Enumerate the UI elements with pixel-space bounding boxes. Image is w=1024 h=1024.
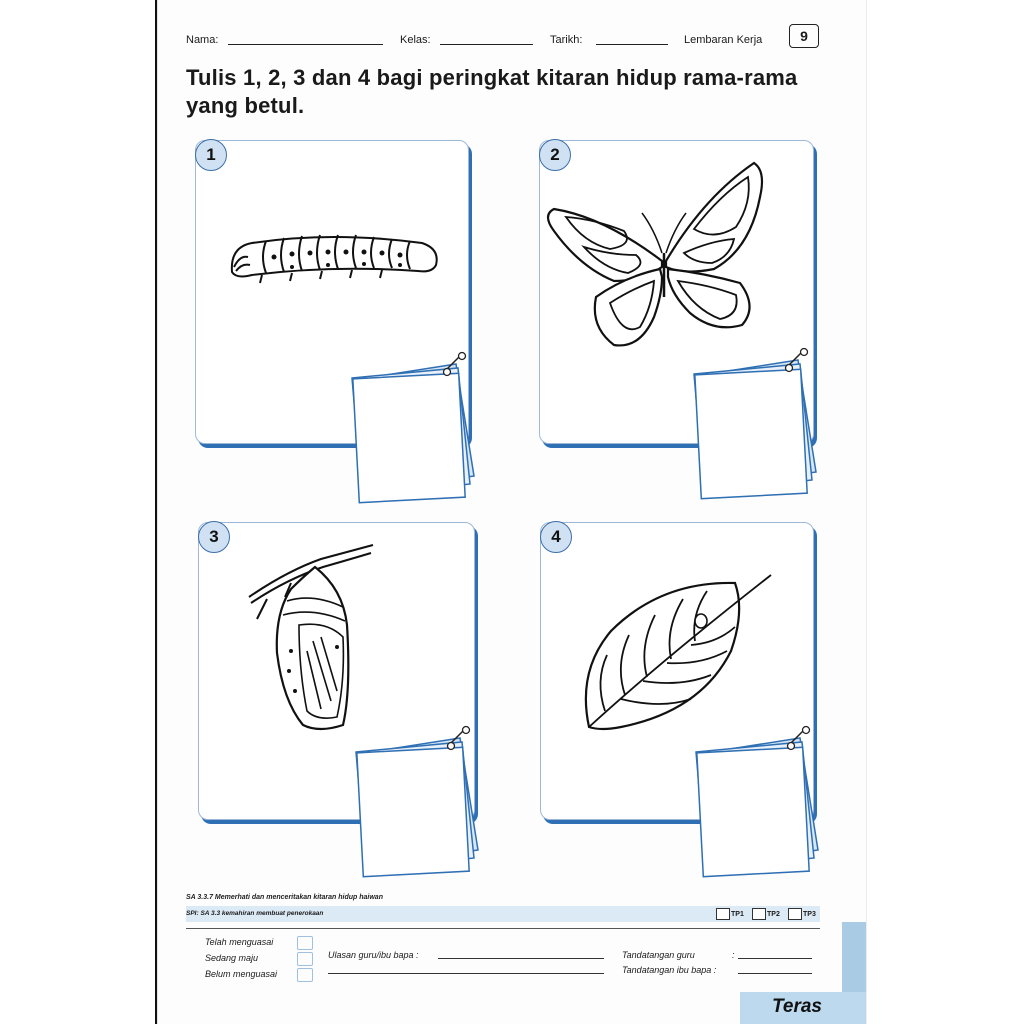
spi-text: SPI: SA 3.3 kemahiran membuat penerokaan	[186, 910, 324, 917]
answer-tag-4[interactable]	[690, 724, 824, 884]
card-number-badge: 4	[540, 521, 572, 553]
kelas-label: Kelas:	[400, 34, 431, 46]
ulasan-line-2[interactable]	[328, 973, 604, 974]
chrysalis-icon	[247, 541, 377, 731]
caterpillar-icon	[222, 227, 442, 287]
learning-objective: SA 3.3.7 Memerhati dan menceritakan kitaran hidup haiwan	[186, 894, 383, 901]
tandatangan-guru-line[interactable]	[738, 958, 812, 959]
status-sedang-checkbox[interactable]	[297, 952, 313, 966]
butterfly-icon	[544, 157, 770, 353]
card-number-badge: 1	[195, 139, 227, 171]
tp2-checkbox[interactable]	[752, 908, 766, 920]
card-number-badge: 2	[539, 139, 571, 171]
nama-line[interactable]	[228, 44, 383, 45]
answer-tag-2[interactable]	[688, 346, 822, 506]
status-telah-checkbox[interactable]	[297, 936, 313, 950]
tarikh-line[interactable]	[596, 44, 668, 45]
tandatangan-guru-colon: :	[732, 950, 735, 960]
worksheet-header	[186, 28, 822, 52]
nama-label: Nama:	[186, 34, 219, 46]
leaf-with-egg-icon	[581, 571, 781, 731]
ulasan-label: Ulasan guru/ibu bapa :	[328, 950, 419, 960]
card-number-badge: 3	[198, 521, 230, 553]
instruction-title: Tulis 1, 2, 3 dan 4 bagi peringkat kitaran hidup rama-rama yang betul.	[186, 65, 798, 118]
spi-bar	[186, 906, 820, 922]
answer-tag-3[interactable]	[350, 724, 484, 884]
status-telah-menguasai: Telah menguasai	[205, 937, 274, 947]
ulasan-line-1[interactable]	[438, 958, 604, 959]
tandatangan-guru-label: Tandatangan guru	[622, 950, 695, 960]
teras-label: Teras	[772, 996, 822, 1017]
tandatangan-ibubapa-line[interactable]	[738, 973, 812, 974]
status-sedang-maju: Sedang maju	[205, 953, 259, 963]
tp3-option[interactable]: TP3	[788, 908, 816, 920]
tp3-checkbox[interactable]	[788, 908, 802, 920]
tp1-checkbox[interactable]	[716, 908, 730, 920]
tandatangan-ibubapa-label: Tandatangan ibu bapa :	[622, 965, 717, 975]
kelas-line[interactable]	[440, 44, 533, 45]
teras-tab	[740, 992, 866, 1024]
status-belum-menguasai: Belum menguasai	[205, 969, 278, 979]
footer-divider	[186, 928, 820, 929]
tp2-option[interactable]: TP2	[752, 908, 780, 920]
tarikh-label: Tarikh:	[550, 34, 583, 46]
tp1-option[interactable]: TP1	[716, 908, 744, 920]
answer-tag-1[interactable]	[346, 350, 480, 510]
worksheet-number: 9	[789, 24, 819, 48]
lembaran-kerja-label: Lembaran Kerja	[684, 34, 763, 46]
status-belum-checkbox[interactable]	[297, 968, 313, 982]
